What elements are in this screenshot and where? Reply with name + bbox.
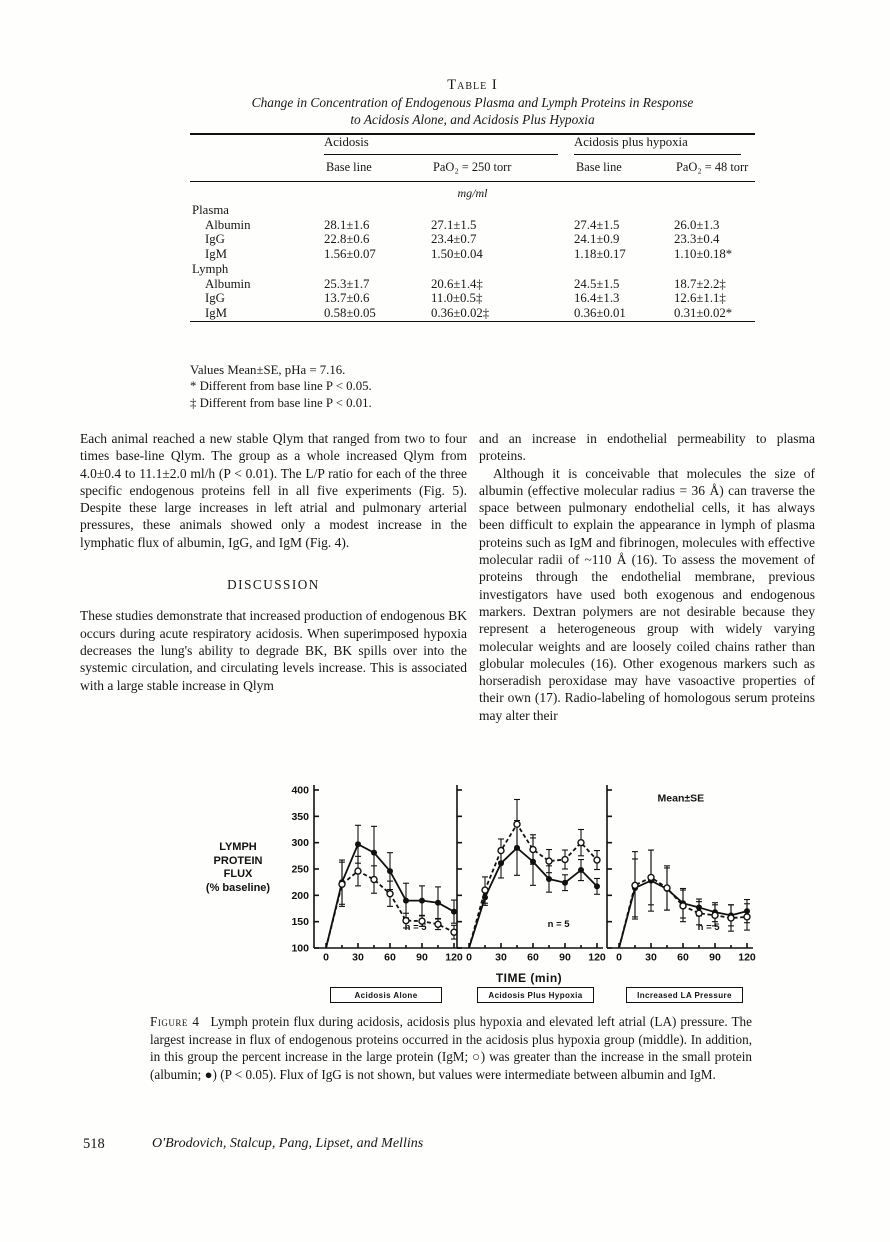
panel-label-acidosis-plus-hypoxia: Acidosis Plus Hypoxia	[477, 987, 594, 1003]
table-row: IgM 0.58±0.05 0.36±0.02‡ 0.36±0.01 0.31±0.02*	[205, 305, 733, 320]
svg-text:30: 30	[352, 951, 364, 964]
table-label: Table I	[447, 77, 498, 93]
running-authors: O'Brodovich, Stalcup, Pang, Lipset, and Mellins	[152, 1136, 424, 1151]
unit-label: mg/ml	[457, 186, 488, 200]
table-row: IgG 13.7±0.6 11.0±0.5‡ 16.4±1.3 12.6±1.1‡	[205, 291, 726, 306]
col-header: PaO₂ = 48 torr	[672, 155, 755, 182]
svg-text:90: 90	[559, 951, 571, 964]
discussion-heading: DISCUSSION	[227, 577, 320, 593]
chart-acidosis-plus-hypoxia	[453, 783, 607, 970]
figure-x-axis-label: TIME (min)	[495, 971, 563, 985]
table-row: IgG 22.8±0.6 23.4±0.7 24.1±0.9 23.3±0.4	[205, 232, 720, 247]
table-group-header-row	[190, 134, 755, 155]
svg-text:n = 5: n = 5	[547, 918, 570, 930]
svg-text:30: 30	[495, 951, 507, 964]
page-number: 518	[83, 1136, 105, 1152]
figure-caption-label: Figure 4	[150, 1014, 200, 1029]
figure-y-axis-label: LYMPH PROTEIN FLUX (% baseline)	[205, 841, 271, 894]
svg-text:n = 5: n = 5	[697, 922, 720, 934]
table-block	[190, 76, 755, 322]
svg-text:n = 5: n = 5	[404, 922, 427, 934]
svg-text:120: 120	[588, 951, 606, 964]
svg-text:90: 90	[709, 951, 721, 964]
svg-text:0: 0	[323, 951, 329, 964]
body-right-column	[479, 430, 815, 724]
svg-text:350: 350	[291, 810, 309, 823]
paragraph: Although it is conceivable that molecules the size of albumin (effective molecular radius = 36 Å) can traverse the space between pulmonary endothelial cells, it has always been difficult to explain the appearance in lymph of plasma proteins such as IgM and fibrinogen, molecules with effective molecular radii of ~110 Å (16). To assess the movement of proteins through the endothelial membrane, previous investigators have used both exogenous and endogenous markers. Dextran polymers are not desirable because they represent a heterogeneous group with widely varying molecular weights and are loosely coiled chains rather than globular molecules (16). Other exogenous markers such as horseradish peroxidase may have vasoactive properties of their own (17). Radio-labeling of homologous serum proteins may alter their	[479, 465, 815, 723]
figure-4	[80, 783, 825, 1011]
svg-text:120: 120	[738, 951, 756, 964]
figure-caption	[150, 1013, 752, 1083]
svg-text:200: 200	[291, 889, 309, 902]
table-row: Albumin 25.3±1.7 20.6±1.4‡ 24.5±1.5 18.7±2.2‡	[205, 276, 726, 291]
paragraph: These studies demonstrate that increased production of endogenous BK occurs during acute respiratory acidosis. When superimposed hypoxia decreases the lung's ability to degrade BK, BK spills over into the systemic circulation, and circulating levels increase. This is associated with a large stable increase in Qlym	[80, 608, 467, 693]
footnote: * Different from base line P < 0.05.	[190, 379, 372, 394]
panel-label-acidosis-alone: Acidosis Alone	[330, 987, 442, 1003]
body-left-column	[80, 430, 467, 694]
chart-increased-la-pressure	[603, 783, 757, 970]
svg-text:150: 150	[291, 916, 309, 929]
chart-acidosis-alone	[274, 783, 464, 970]
svg-text:400: 400	[291, 784, 309, 797]
group-header-acidosis: Acidosis	[322, 134, 572, 155]
table-row: IgM 1.56±0.07 1.50±0.04 1.18±0.17 1.10±0.18*	[205, 247, 733, 262]
footnote: Values Mean±SE, pHa = 7.16.	[190, 363, 346, 377]
svg-text:0: 0	[466, 951, 472, 964]
svg-text:300: 300	[291, 837, 309, 850]
table-title-line2: to Acidosis Alone, and Acidosis Plus Hypoxia	[350, 112, 595, 127]
table-row: Lymph	[192, 261, 229, 276]
svg-text:90: 90	[416, 951, 428, 964]
svg-text:120: 120	[445, 951, 463, 964]
figure-caption-text: Lymph protein flux during acidosis, acidosis plus hypoxia and elevated left atrial (LA) pressure. The largest increase in flux of endogenous proteins occurred in the acidosis plus hypoxia group (middle). In addition, in this group the percent increase in the large protein (IgM; ○) was greater than the increase in the small protein (albumin; ●) (P < 0.05). Flux of IgG is not shown, but values were intermediate between albumin and IgM.	[150, 1014, 752, 1082]
col-header: PaO₂ = 250 torr	[429, 155, 572, 182]
col-header: Base line	[322, 155, 429, 182]
col-header: Base line	[572, 155, 672, 182]
svg-text:60: 60	[384, 951, 396, 964]
table-title-line1: Change in Concentration of Endogenous Plasma and Lymph Proteins in Response	[251, 95, 694, 110]
svg-text:0: 0	[616, 951, 622, 964]
table-unit-row	[190, 182, 755, 204]
footnote: ‡ Different from base line P < 0.01.	[190, 395, 372, 410]
svg-text:250: 250	[291, 863, 309, 876]
svg-text:60: 60	[677, 951, 689, 964]
table-column-header-row	[190, 155, 755, 182]
svg-text:30: 30	[645, 951, 657, 964]
panel-label-increased-la-pressure: Increased LA Pressure	[626, 987, 743, 1003]
paragraph: and an increase in endothelial permeability to plasma proteins.	[479, 431, 815, 464]
group-header-acidosis-hypoxia: Acidosis plus hypoxia	[572, 134, 755, 155]
paragraph: Each animal reached a new stable Qlym that ranged from two to four times base-line Qlym. The group as a whole increased Qlym from 4.0±0.4 to 11.1±2.0 ml/h (P < 0.01). The L/P ratio for each of the three specific endogenous proteins fell in all five experiments (Fig. 5). Despite these large increases in left atrial and pulmonary arterial pressures, these animals showed only a modest increase in the lymphatic flux of albumin, IgG, and IgM (Fig. 4).	[80, 431, 467, 550]
data-table	[190, 133, 755, 322]
table-footnotes	[190, 362, 610, 411]
table-row: Plasma	[192, 203, 229, 217]
svg-text:Mean±SE: Mean±SE	[657, 792, 705, 805]
svg-text:60: 60	[527, 951, 539, 964]
table-row: Albumin 28.1±1.6 27.1±1.5 27.4±1.5 26.0±1.3	[205, 217, 720, 232]
svg-text:100: 100	[291, 942, 309, 955]
